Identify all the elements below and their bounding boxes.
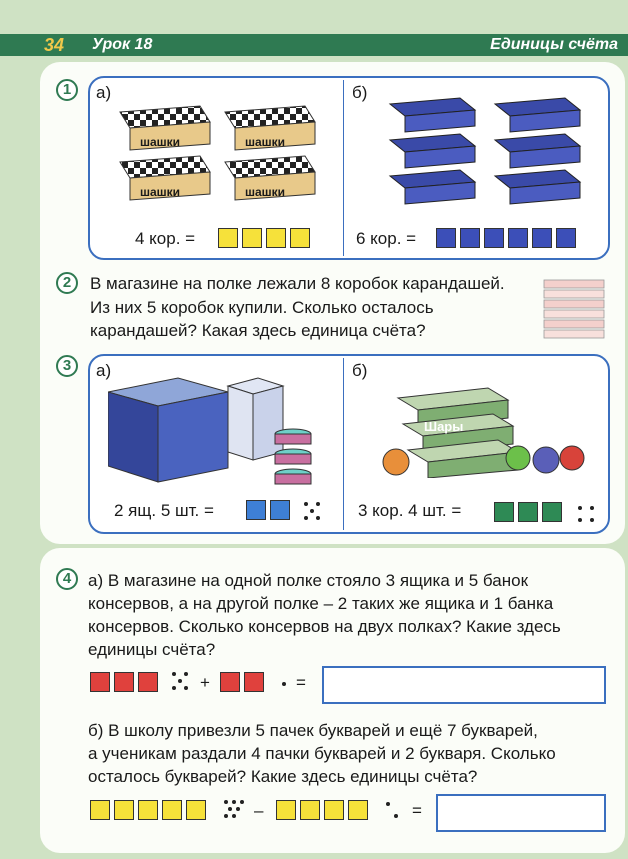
domino-boxes-illustration bbox=[380, 96, 600, 216]
task-3b-equation: 3 кор. 4 шт. = bbox=[358, 501, 462, 520]
dot bbox=[232, 814, 236, 818]
dot bbox=[578, 518, 582, 522]
blue-square bbox=[460, 228, 480, 248]
dot bbox=[304, 516, 308, 520]
task-2-line: В магазине на полке лежали 8 коробок карандашей. bbox=[90, 274, 505, 293]
blue-square bbox=[246, 500, 266, 520]
answer-box-4b[interactable] bbox=[436, 794, 606, 832]
blue-square bbox=[484, 228, 504, 248]
yellow-square bbox=[138, 800, 158, 820]
yellow-square bbox=[300, 800, 320, 820]
page-header bbox=[0, 34, 628, 56]
red-square bbox=[138, 672, 158, 692]
task-4a-line: а) В магазине на одной полке стояло 3 ящика и 5 банок bbox=[88, 571, 529, 590]
dot bbox=[224, 814, 228, 818]
yellow-square bbox=[90, 800, 110, 820]
checkers-box-label: шашки bbox=[140, 135, 181, 149]
dot bbox=[184, 686, 188, 690]
checkers-box-label: шашки bbox=[245, 185, 286, 199]
task-4b-line: осталось букварей? Какие здесь единицы счёта? bbox=[88, 767, 478, 786]
topic-title: Единицы счёта bbox=[490, 36, 618, 53]
task-3a-equation: 2 ящ. 5 шт. = bbox=[114, 501, 214, 520]
yellow-square bbox=[290, 228, 310, 248]
task-1a-label: а) bbox=[96, 83, 112, 102]
blue-square bbox=[270, 500, 290, 520]
dot bbox=[282, 682, 286, 686]
dot bbox=[232, 800, 236, 804]
task-4b-line: а ученикам раздали 4 пачки букварей и 2 букваря. Сколько bbox=[88, 744, 556, 763]
dot bbox=[224, 800, 228, 804]
task-3a-label: а) bbox=[96, 361, 112, 380]
equals-sign: = bbox=[412, 801, 422, 820]
red-square bbox=[244, 672, 264, 692]
red-square bbox=[220, 672, 240, 692]
dot bbox=[590, 518, 594, 522]
ornament-boxes-illustration bbox=[378, 378, 588, 478]
blue-square bbox=[532, 228, 552, 248]
task-1-divider bbox=[343, 80, 344, 256]
task-1b-label: б) bbox=[352, 83, 368, 102]
task-3-divider bbox=[343, 358, 344, 530]
task-4a-line: консервов, а на другой полке – 2 таких же ящика и 1 банка bbox=[88, 594, 554, 613]
yellow-square bbox=[186, 800, 206, 820]
task-4a-line: единицы счёта? bbox=[88, 640, 216, 659]
checkers-box-label: шашки bbox=[245, 135, 286, 149]
task-1b-equation: 6 кор. = bbox=[356, 229, 417, 248]
yellow-square bbox=[162, 800, 182, 820]
lesson-title: Урок 18 bbox=[92, 36, 153, 53]
task-4b-line: б) В школу привезли 5 пачек букварей и ещё 7 букварей, bbox=[88, 721, 538, 740]
blue-square bbox=[556, 228, 576, 248]
task-2-line: Из них 5 коробок купили. Сколько осталось bbox=[90, 298, 434, 317]
dot bbox=[184, 672, 188, 676]
dot bbox=[394, 814, 398, 818]
equals-sign: = bbox=[296, 673, 306, 692]
task-4a-line: консервов. Сколько консервов на двух полках? Какие здесь bbox=[88, 617, 561, 636]
dot bbox=[236, 807, 240, 811]
plus-sign: + bbox=[200, 673, 210, 692]
dot bbox=[240, 800, 244, 804]
checkers-box-label: шашки bbox=[140, 185, 181, 199]
yellow-square bbox=[266, 228, 286, 248]
yellow-square bbox=[276, 800, 296, 820]
task-1-number: 1 bbox=[56, 79, 78, 101]
dot bbox=[578, 506, 582, 510]
task-3b-label: б) bbox=[352, 361, 368, 380]
task-3-number: 3 bbox=[56, 355, 78, 377]
task-2-line: карандашей? Какая здесь единица счёта? bbox=[90, 321, 426, 340]
dot bbox=[316, 502, 320, 506]
yellow-square bbox=[242, 228, 262, 248]
dot bbox=[178, 679, 182, 683]
yellow-square bbox=[218, 228, 238, 248]
yellow-square bbox=[324, 800, 344, 820]
dot bbox=[304, 502, 308, 506]
task-4-number: 4 bbox=[56, 568, 78, 590]
page-number: 34 bbox=[44, 35, 65, 55]
yellow-square bbox=[114, 800, 134, 820]
dot bbox=[310, 509, 314, 513]
blue-square bbox=[436, 228, 456, 248]
pencil-boxes-illustration bbox=[540, 276, 610, 340]
ornament-box-label: Шары bbox=[424, 419, 464, 434]
green-square bbox=[518, 502, 538, 522]
green-square bbox=[542, 502, 562, 522]
task-2-number: 2 bbox=[56, 272, 78, 294]
dot bbox=[172, 672, 176, 676]
red-square bbox=[114, 672, 134, 692]
crates-and-cans-illustration bbox=[108, 372, 338, 492]
dot bbox=[590, 506, 594, 510]
dot bbox=[228, 807, 232, 811]
dot bbox=[172, 686, 176, 690]
blue-square bbox=[508, 228, 528, 248]
red-square bbox=[90, 672, 110, 692]
green-square bbox=[494, 502, 514, 522]
dot bbox=[316, 516, 320, 520]
minus-sign: – bbox=[254, 801, 264, 820]
dot bbox=[386, 802, 390, 806]
yellow-square bbox=[348, 800, 368, 820]
task-1a-equation: 4 кор. = bbox=[135, 229, 196, 248]
answer-box-4a[interactable] bbox=[322, 666, 606, 704]
